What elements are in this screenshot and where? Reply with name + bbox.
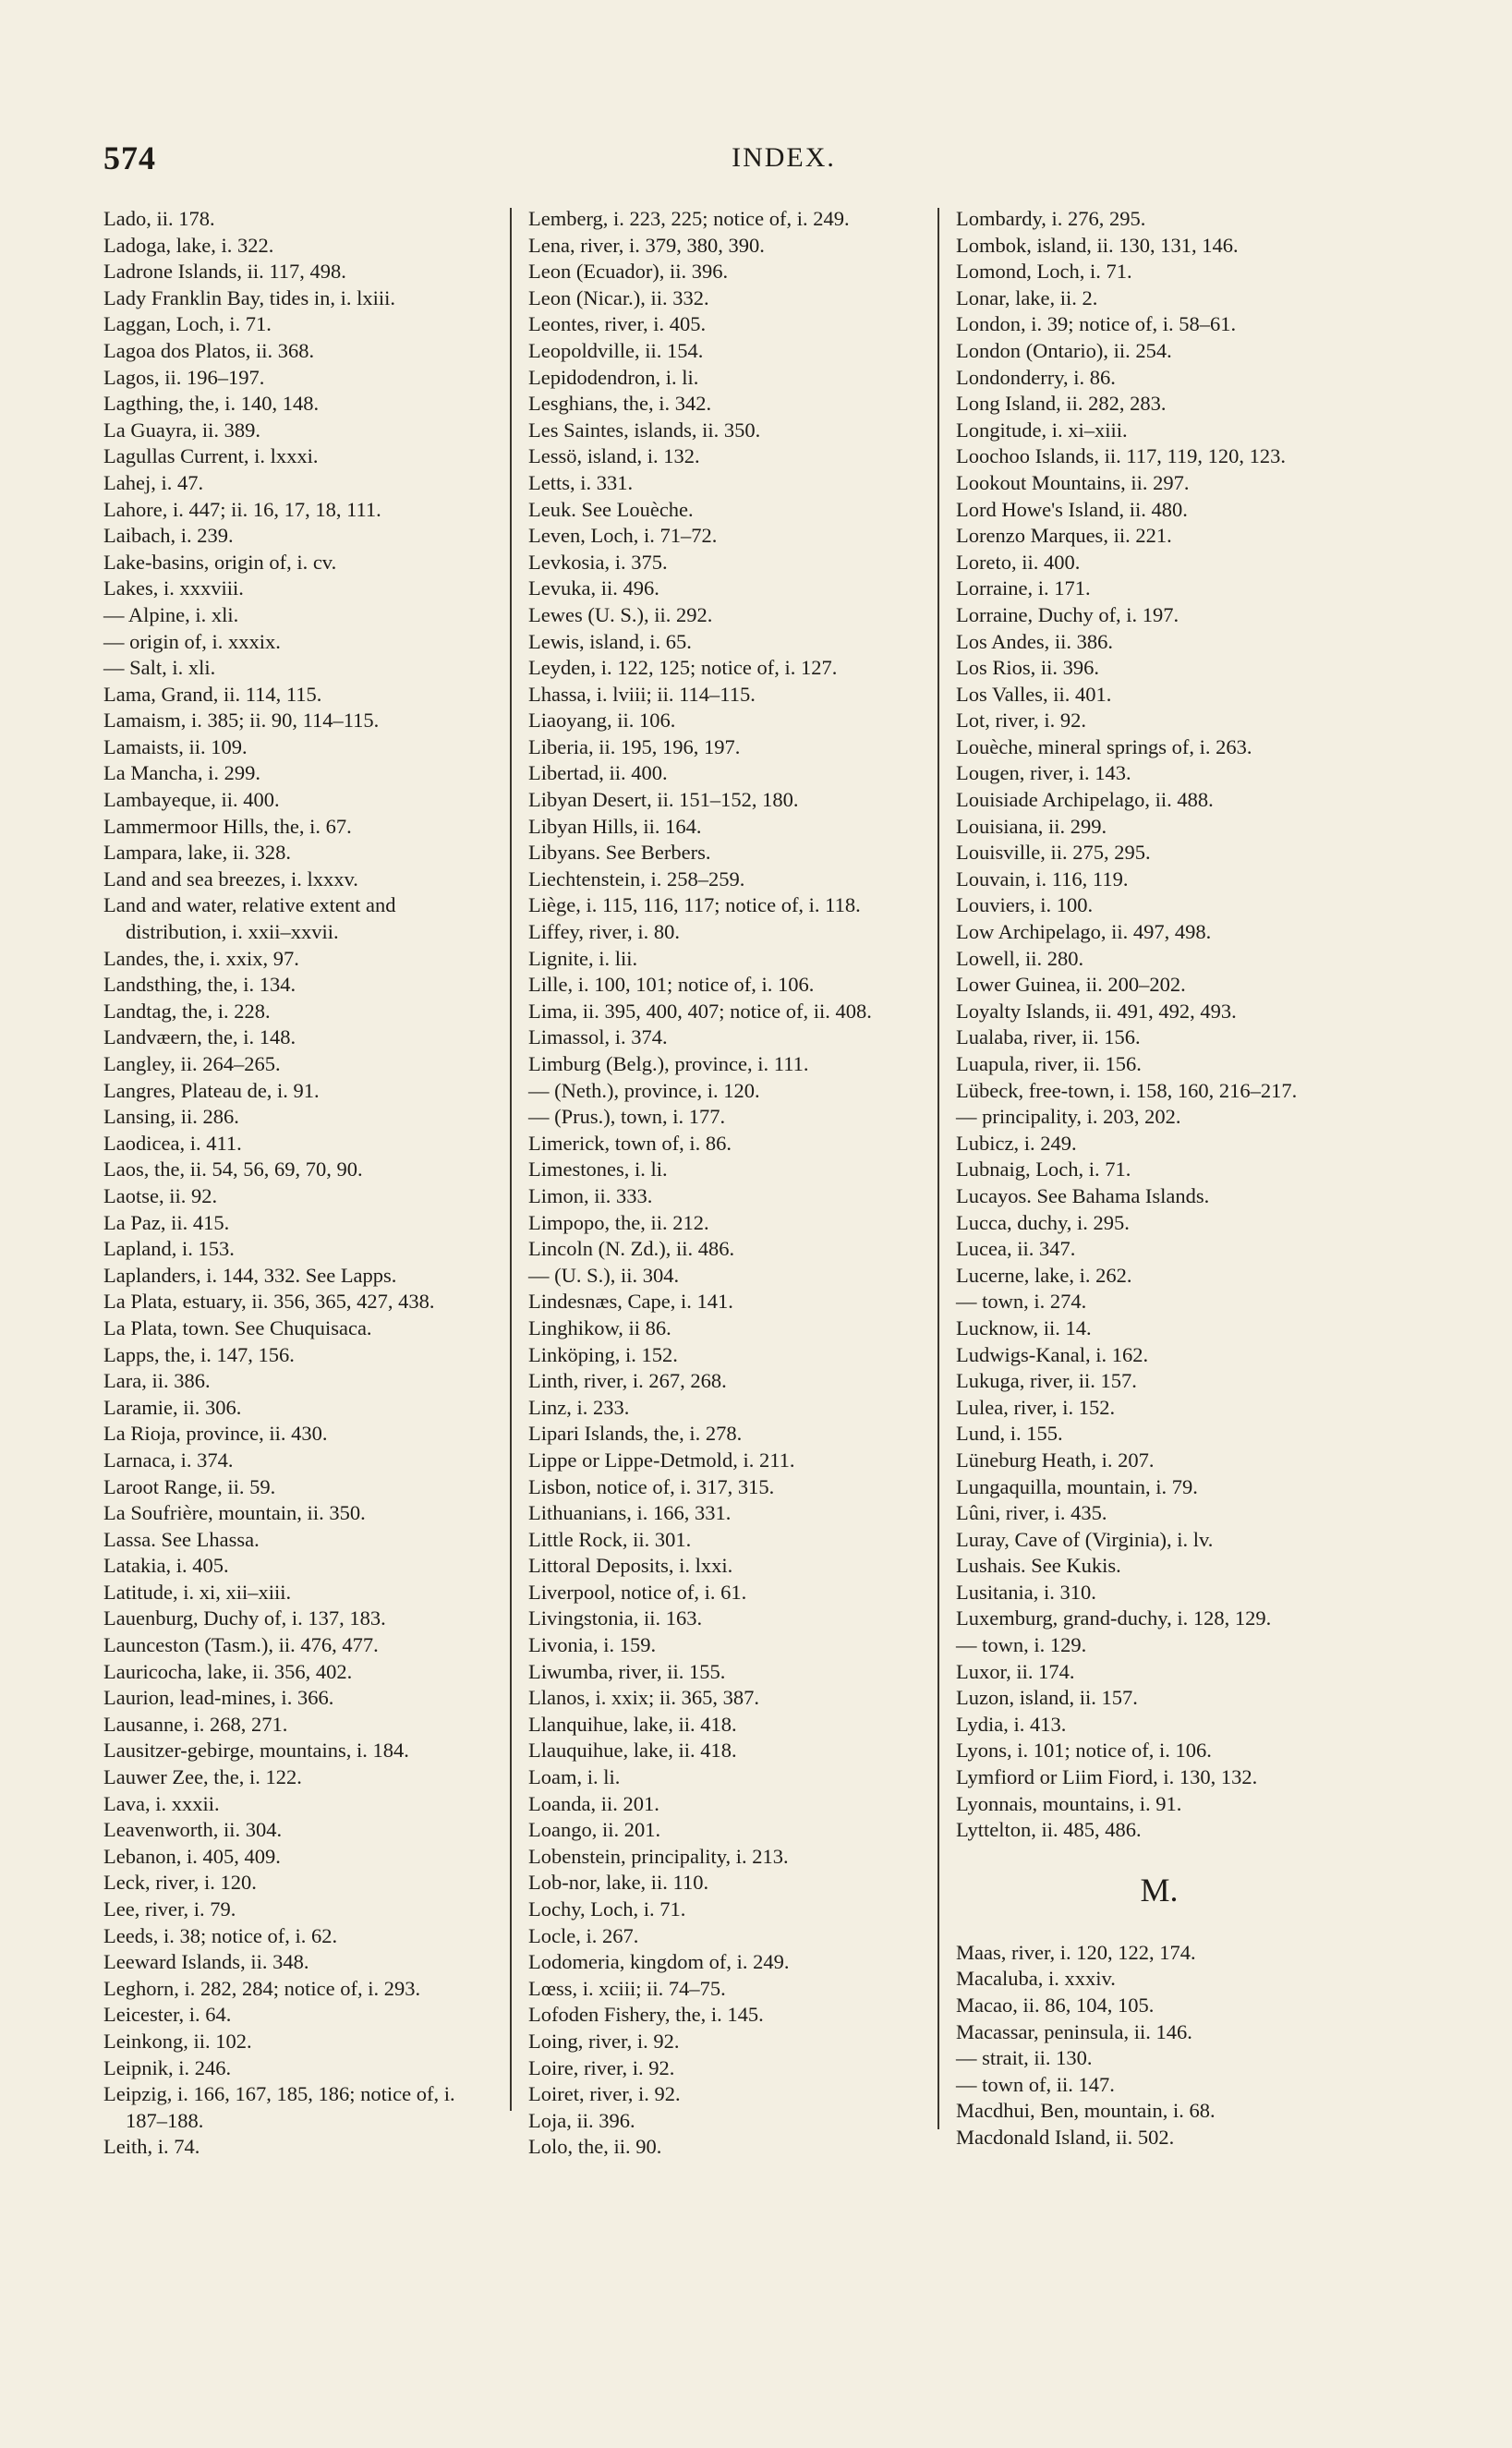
page-number: 574	[103, 139, 156, 176]
index-entry: Loiret, river, i. 92.	[528, 2082, 681, 2106]
index-entry: Ladrone Islands, ii. 117, 498.	[103, 260, 346, 284]
index-entry: Lagos, ii. 196–197.	[103, 365, 265, 389]
index-entry: Lobenstein, principality, i. 213.	[528, 1844, 789, 1868]
index-entry: Leith, i. 74.	[103, 2135, 200, 2159]
index-entry: — principality, i. 203, 202.	[956, 1105, 1181, 1129]
index-entry: Libertad, ii. 400.	[528, 761, 668, 785]
index-entry: Landsthing, the, i. 134.	[103, 973, 296, 997]
index-entry: Lombok, island, ii. 130, 131, 146.	[956, 233, 1239, 257]
index-entry: Lammermoor Hills, the, i. 67.	[103, 814, 352, 838]
index-entry: Liwumba, river, ii. 155.	[528, 1659, 726, 1683]
index-entry: Ludwigs-Kanal, i. 162.	[956, 1342, 1149, 1366]
index-entry: Latitude, i. xi, xii–xiii.	[103, 1580, 292, 1604]
index-entry: La Soufrière, mountain, ii. 350.	[103, 1501, 366, 1525]
index-entry: London, i. 39; notice of, i. 58–61.	[956, 312, 1237, 336]
index-entry: Macaluba, i. xxxiv.	[956, 1967, 1116, 1991]
index-entry: Lesghians, the, i. 342.	[528, 392, 712, 416]
index-entry: — town, i. 129.	[956, 1633, 1087, 1657]
index-entry: Loing, river, i. 92.	[528, 2029, 680, 2053]
index-entry: Laramie, ii. 306.	[103, 1395, 242, 1419]
index-entry: Loam, i. li.	[528, 1765, 621, 1789]
index-entry: Lüneburg Heath, i. 207.	[956, 1448, 1155, 1472]
index-entry: Luray, Cave of (Virginia), i. lv.	[956, 1527, 1214, 1551]
index-entry: Lamaists, ii. 109.	[103, 734, 248, 758]
index-entry: Lessö, island, i. 132.	[528, 444, 700, 468]
index-entry: Lushais. See Kukis.	[956, 1554, 1121, 1578]
index-entry: Lakes, i. xxxviii.	[103, 576, 244, 600]
index-entry: Lampara, lake, ii. 328.	[103, 841, 292, 865]
index-entry: Leicester, i. 64.	[103, 2003, 232, 2027]
index-entry: Leyden, i. 122, 125; notice of, i. 127.	[528, 656, 838, 680]
index-entry: Leuk. See Louèche.	[528, 497, 694, 521]
index-entry: Latakia, i. 405.	[103, 1554, 229, 1578]
index-entry: Llanos, i. xxix; ii. 365, 387.	[528, 1686, 759, 1710]
index-entry: Lydia, i. 413.	[956, 1712, 1067, 1736]
index-entry: Lookout Mountains, ii. 297.	[956, 470, 1190, 494]
index-entry: Loire, river, i. 92.	[528, 2055, 675, 2079]
index-entry: Liberia, ii. 195, 196, 197.	[528, 734, 741, 758]
index-entry: Llanquihue, lake, ii. 418.	[528, 1712, 737, 1736]
index-entry: Lucea, ii. 347.	[956, 1237, 1076, 1261]
index-entry: Lower Guinea, ii. 200–202.	[956, 973, 1186, 997]
index-entry: Limassol, i. 374.	[528, 1025, 668, 1049]
index-entry: Leeds, i. 38; notice of, i. 62.	[103, 1923, 338, 1947]
index-entry: Les Saintes, islands, ii. 350.	[528, 418, 761, 442]
index-entry: Louvain, i. 116, 119.	[956, 866, 1129, 891]
index-entry: Limon, ii. 333.	[528, 1183, 653, 1207]
index-entry: Loyalty Islands, ii. 491, 492, 493.	[956, 999, 1237, 1023]
index-entry: Levuka, ii. 496.	[528, 576, 659, 600]
index-entry: Lee, river, i. 79.	[103, 1897, 236, 1921]
index-entry: Liège, i. 115, 116, 117; notice of, i. 118.	[528, 893, 861, 917]
index-entry: Lukuga, river, ii. 157.	[956, 1369, 1137, 1393]
index-entry: Lund, i. 155.	[956, 1422, 1063, 1446]
index-entry: Lava, i. xxxii.	[103, 1791, 220, 1815]
index-entry: Louisiade Archipelago, ii. 488.	[956, 788, 1214, 812]
index-entry: Launceston (Tasm.), ii. 476, 477.	[103, 1633, 379, 1657]
index-entry: Lauwer Zee, the, i. 122.	[103, 1765, 302, 1789]
index-entry: Laos, the, ii. 54, 56, 69, 70, 90.	[103, 1157, 363, 1182]
index-entry: Lebanon, i. 405, 409.	[103, 1844, 281, 1868]
index-entry: Los Valles, ii. 401.	[956, 682, 1112, 706]
index-entry: — (Prus.), town, i. 177.	[528, 1105, 726, 1129]
index-entry: Lomond, Loch, i. 71.	[956, 260, 1132, 284]
index-entry: Lima, ii. 395, 400, 407; notice of, ii. 408.	[528, 999, 872, 1023]
index-entry: Lille, i. 100, 101; notice of, i. 106.	[528, 973, 815, 997]
index-entry: Loochoo Islands, ii. 117, 119, 120, 123.	[956, 444, 1287, 468]
index-entry: La Rioja, province, ii. 430.	[103, 1422, 328, 1446]
index-entry: Libyans. See Berbers.	[528, 841, 711, 865]
index-entry: Lindesnæs, Cape, i. 141.	[528, 1290, 733, 1314]
index-entry: Lulea, river, i. 152.	[956, 1395, 1116, 1419]
index-entry: Lena, river, i. 379, 380, 390.	[528, 233, 765, 257]
index-entry: Landtag, the, i. 228.	[103, 999, 271, 1023]
index-entry: Lake-basins, origin of, i. cv.	[103, 550, 337, 574]
index-entry: Long Island, ii. 282, 283.	[956, 392, 1167, 416]
index-entry: Macdhui, Ben, mountain, i. 68.	[956, 2099, 1216, 2123]
index-entry: Littoral Deposits, i. lxxi.	[528, 1554, 733, 1578]
index-entry: Lubnaig, Loch, i. 71.	[956, 1157, 1131, 1182]
index-column-3	[956, 206, 1362, 2151]
index-entry: — town of, ii. 147.	[956, 2072, 1115, 2096]
index-entry: Lahore, i. 447; ii. 16, 17, 18, 111.	[103, 497, 381, 521]
index-entry: Laibach, i. 239.	[103, 524, 234, 548]
index-entry: Limerick, town of, i. 86.	[528, 1131, 732, 1155]
index-entry: Lipari Islands, the, i. 278.	[528, 1422, 743, 1446]
index-entry: Lausanne, i. 268, 271.	[103, 1712, 288, 1736]
column-rule	[937, 208, 939, 2129]
index-entry: Lubicz, i. 249.	[956, 1131, 1077, 1155]
index-entry: Lansing, ii. 286.	[103, 1105, 239, 1129]
index-entry: — Salt, i. xli.	[103, 656, 216, 680]
index-entry: Luxemburg, grand-duchy, i. 128, 129.	[956, 1606, 1272, 1630]
index-entry: Leontes, river, i. 405.	[528, 312, 707, 336]
index-entry: Leipnik, i. 246.	[103, 2055, 232, 2079]
index-entry: Leavenworth, ii. 304.	[103, 1818, 283, 1842]
index-entry: Lara, ii. 386.	[103, 1369, 211, 1393]
index-entry: La Mancha, i. 299.	[103, 761, 260, 785]
index-entry: Leghorn, i. 282, 284; notice of, i. 293.	[103, 1976, 421, 2000]
index-entry: Lougen, river, i. 143.	[956, 761, 1131, 785]
index-entry: Lama, Grand, ii. 114, 115.	[103, 682, 322, 706]
index-entry: Landes, the, i. xxix, 97.	[103, 946, 299, 970]
index-entry: Louisiana, ii. 299.	[956, 814, 1107, 838]
index-entry: — (U. S.), ii. 304.	[528, 1263, 680, 1287]
index-entry: Lucayos. See Bahama Islands.	[956, 1183, 1210, 1207]
index-entry: Luapula, river, ii. 156.	[956, 1052, 1142, 1075]
index-entry: Lagullas Current, i. lxxxi.	[103, 444, 319, 468]
index-entry: Locle, i. 267.	[528, 1923, 639, 1947]
index-entry: Maas, river, i. 120, 122, 174.	[956, 1940, 1196, 1964]
index-entry: Leven, Loch, i. 71–72.	[528, 524, 718, 548]
index-entry: Liverpool, notice of, i. 61.	[528, 1580, 747, 1604]
index-entry: Lodomeria, kingdom of, i. 249.	[528, 1950, 790, 1974]
index-entry: Laroot Range, ii. 59.	[103, 1474, 276, 1498]
index-entry: Macao, ii. 86, 104, 105.	[956, 1994, 1155, 2017]
index-entry: Lamaism, i. 385; ii. 90, 114–115.	[103, 709, 380, 733]
index-entry: Linz, i. 233.	[528, 1395, 630, 1419]
index-entry: Lippe or Lippe-Detmold, i. 211.	[528, 1448, 795, 1472]
index-entry: Lambayeque, ii. 400.	[103, 788, 280, 812]
index-entry: Lucerne, lake, i. 262.	[956, 1263, 1132, 1287]
index-entry: Loanda, ii. 201.	[528, 1791, 659, 1815]
index-entry: Lhassa, i. lviii; ii. 114–115.	[528, 682, 756, 706]
index-entry: Land and sea breezes, i. lxxxv.	[103, 866, 358, 891]
index-entry: Lyons, i. 101; notice of, i. 106.	[956, 1739, 1212, 1763]
index-entry: Leck, river, i. 120.	[103, 1871, 257, 1895]
index-entry: Liffey, river, i. 80.	[528, 920, 681, 944]
index-entry: Laodicea, i. 411.	[103, 1131, 242, 1155]
index-entry: Lochy, Loch, i. 71.	[528, 1897, 686, 1921]
index-entry: Lemberg, i. 223, 225; notice of, i. 249.	[528, 207, 850, 230]
index-entry: Lûni, river, i. 435.	[956, 1501, 1107, 1525]
index-entry: Lorraine, Duchy of, i. 197.	[956, 602, 1179, 626]
index-entry: Libyan Hills, ii. 164.	[528, 814, 702, 838]
index-entry: Lassa. See Lhassa.	[103, 1527, 260, 1551]
index-entry: Laotse, ii. 92.	[103, 1183, 218, 1207]
index-entry: Larnaca, i. 374.	[103, 1448, 234, 1472]
index-entry: Lignite, i. lii.	[528, 946, 638, 970]
index-entry: Lœss, i. xciii; ii. 74–75.	[528, 1976, 726, 2000]
index-entry: Laurion, lead-mines, i. 366.	[103, 1686, 334, 1710]
index-entry: Loreto, ii. 400.	[956, 550, 1081, 574]
index-entry: — town, i. 274.	[956, 1290, 1087, 1314]
index-entry: Little Rock, ii. 301.	[528, 1527, 692, 1551]
index-entry: Lolo, the, ii. 90.	[528, 2135, 662, 2159]
index-entry: Macassar, peninsula, ii. 146.	[956, 2019, 1192, 2043]
index-entry: Lado, ii. 178.	[103, 207, 215, 230]
index-entry: — Alpine, i. xli.	[103, 602, 239, 626]
index-entry: Londonderry, i. 86.	[956, 365, 1116, 389]
index-entry: Lagthing, the, i. 140, 148.	[103, 392, 320, 416]
index-entry: Lofoden Fishery, the, i. 145.	[528, 2003, 764, 2027]
index-entry: Luxor, ii. 174.	[956, 1659, 1075, 1683]
index-entry: Liaoyang, ii. 106.	[528, 709, 676, 733]
index-entry: Landvæern, the, i. 148.	[103, 1025, 296, 1049]
index-entry: Louèche, mineral springs of, i. 263.	[956, 734, 1252, 758]
index-entry: Lahej, i. 47.	[103, 470, 204, 494]
index-entry: Lord Howe's Island, ii. 480.	[956, 497, 1188, 521]
index-entry: Luzon, island, ii. 157.	[956, 1686, 1138, 1710]
index-entry: Limburg (Belg.), province, i. 111.	[528, 1052, 809, 1075]
index-entry: Lapps, the, i. 147, 156.	[103, 1342, 295, 1366]
index-entry: Leinkong, ii. 102.	[103, 2029, 252, 2053]
index-entry: Land and water, relative extent and distribution, i. xxii–xxvii.	[103, 893, 396, 944]
index-entry: La Plata, town. See Chuquisaca.	[103, 1315, 372, 1339]
column-rule	[510, 208, 512, 2111]
index-entry: Libyan Desert, ii. 151–152, 180.	[528, 788, 799, 812]
index-entry: Lady Franklin Bay, tides in, i. lxiii.	[103, 285, 396, 309]
index-entry: Lagoa dos Platos, ii. 368.	[103, 338, 315, 362]
index-entry: Lowell, ii. 280.	[956, 946, 1084, 970]
index-entry: — strait, ii. 130.	[956, 2046, 1093, 2070]
index-entry: Lungaquilla, mountain, i. 79.	[956, 1474, 1198, 1498]
index-entry: Laggan, Loch, i. 71.	[103, 312, 272, 336]
index-entry: Levkosia, i. 375.	[528, 550, 668, 574]
index-entry: Leon (Nicar.), ii. 332.	[528, 285, 709, 309]
index-entry: Linköping, i. 152.	[528, 1342, 678, 1366]
index-entry: Lyonnais, mountains, i. 91.	[956, 1791, 1182, 1815]
index-entry: Lapland, i. 153.	[103, 1237, 235, 1261]
index-entry: Lauricocha, lake, ii. 356, 402.	[103, 1659, 353, 1683]
running-head: INDEX.	[732, 142, 836, 173]
index-entry: Lombardy, i. 276, 295.	[956, 207, 1146, 230]
index-column-2	[528, 206, 925, 2161]
index-entry: Los Rios, ii. 396.	[956, 656, 1100, 680]
index-entry: Llauquihue, lake, ii. 418.	[528, 1739, 737, 1763]
index-entry: Lucknow, ii. 14.	[956, 1315, 1092, 1339]
index-entry: Livingstonia, ii. 163.	[528, 1606, 703, 1630]
index-entry: Lausitzer-gebirge, mountains, i. 184.	[103, 1739, 409, 1763]
index-entry: Livonia, i. 159.	[528, 1633, 657, 1657]
index-entry: Lonar, lake, ii. 2.	[956, 285, 1098, 309]
index-entry: Langley, ii. 264–265.	[103, 1052, 281, 1075]
index-entry: Lisbon, notice of, i. 317, 315.	[528, 1474, 775, 1498]
index-entry: Lorraine, i. 171.	[956, 576, 1091, 600]
index-entry: Leopoldville, ii. 154.	[528, 338, 704, 362]
index-entry: — (Neth.), province, i. 120.	[528, 1078, 760, 1102]
index-entry: Lusitania, i. 310.	[956, 1580, 1096, 1604]
index-entry: Lucca, duchy, i. 295.	[956, 1210, 1130, 1234]
index-entry: London (Ontario), ii. 254.	[956, 338, 1172, 362]
index-entry: Los Andes, ii. 386.	[956, 629, 1114, 653]
index-entry: Lepidodendron, i. li.	[528, 365, 699, 389]
index-entry: Low Archipelago, ii. 497, 498.	[956, 920, 1212, 944]
index-entry: Louviers, i. 100.	[956, 893, 1094, 917]
index-entry: Laplanders, i. 144, 332. See Lapps.	[103, 1263, 397, 1287]
index-entry: La Paz, ii. 415.	[103, 1210, 230, 1234]
index-entry: Lob-nor, lake, ii. 110.	[528, 1871, 709, 1895]
index-entry: Lewis, island, i. 65.	[528, 629, 692, 653]
index-entry: Lymfiord or Liim Fiord, i. 130, 132.	[956, 1765, 1258, 1789]
index-entry: Liechtenstein, i. 258–259.	[528, 866, 745, 891]
index-column-1	[103, 206, 501, 2161]
index-entry: Lot, river, i. 92.	[956, 709, 1086, 733]
index-entry: Lewes (U. S.), ii. 292.	[528, 602, 713, 626]
index-entry: Leipzig, i. 166, 167, 185, 186; notice of, i. 187–188.	[103, 2082, 455, 2132]
index-entry: — origin of, i. xxxix.	[103, 629, 281, 653]
index-entry: La Plata, estuary, ii. 356, 365, 427, 438.	[103, 1290, 435, 1314]
index-entry: Lyttelton, ii. 485, 486.	[956, 1818, 1142, 1842]
index-entry: Loango, ii. 201.	[528, 1818, 661, 1842]
index-entry: Linghikow, ii 86.	[528, 1315, 671, 1339]
index-entry: La Guayra, ii. 389.	[103, 418, 260, 442]
index-entry: Lualaba, river, ii. 156.	[956, 1025, 1141, 1049]
index-entry: Louisville, ii. 275, 295.	[956, 841, 1151, 865]
index-entry: Limestones, i. li.	[528, 1157, 668, 1182]
index-entry: Langres, Plateau de, i. 91.	[103, 1078, 320, 1102]
index-entry: Ladoga, lake, i. 322.	[103, 233, 274, 257]
index-entry: Longitude, i. xi–xiii.	[956, 418, 1128, 442]
index-entry: Letts, i. 331.	[528, 470, 634, 494]
index-entry: Lithuanians, i. 166, 331.	[528, 1501, 732, 1525]
section-letter: M.	[1140, 1871, 1179, 1909]
index-entry: Lauenburg, Duchy of, i. 137, 183.	[103, 1606, 386, 1630]
index-entry: Leeward Islands, ii. 348.	[103, 1950, 309, 1974]
index-entry: Loja, ii. 396.	[528, 2108, 635, 2132]
index-entry: Linth, river, i. 267, 268.	[528, 1369, 727, 1393]
index-entry: Leon (Ecuador), ii. 396.	[528, 260, 729, 284]
index-entry: Limpopo, the, ii. 212.	[528, 1210, 709, 1234]
index-entry: Macdonald Island, ii. 502.	[956, 2125, 1175, 2149]
index-entry: Lincoln (N. Zd.), ii. 486.	[528, 1237, 735, 1261]
index-entry: Lorenzo Marques, ii. 221.	[956, 524, 1172, 548]
index-entry: Lübeck, free-town, i. 158, 160, 216–217.	[956, 1078, 1298, 1102]
